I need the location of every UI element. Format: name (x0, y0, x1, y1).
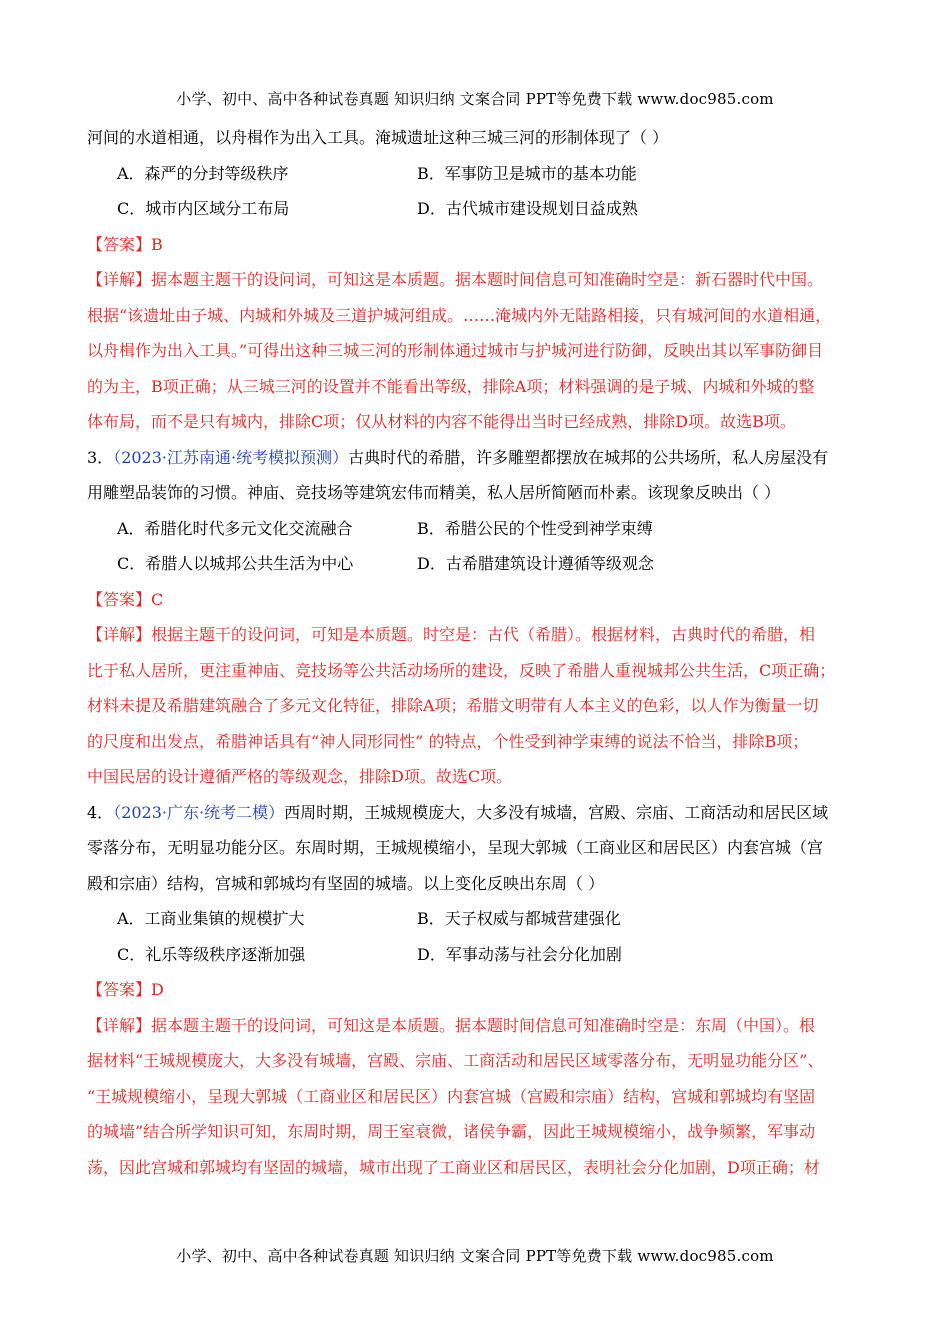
q2-detail-line-4: 的为主，B项正确；从三城三河的设置并不能看出等级，排除A项；材料强调的是子城、内城和外城的整 (87, 376, 815, 396)
q4-stem-line-2: 零落分布，无明显功能分区。东周时期，王城规模缩小，呈现大郭城（工商业区和居民区）内套宫城（宫 (87, 838, 824, 857)
q2-option-a: A．森严的分封等级秩序 (117, 163, 289, 183)
q4-stem-line-3: 殿和宗庙）结构，宫城和郭城均有坚固的城墙。以上变化反映出东周（ ） (87, 873, 605, 893)
q4-option-b: B．天子权威与都城营建强化 (417, 909, 621, 928)
q2-options-row-2 (87, 191, 863, 227)
q3-stem-line-2: 用雕塑品装饰的习惯。神庙、竞技场等建筑宏伟而精美，私人居所简陋而朴素。该现象反映出（ ） (87, 483, 781, 502)
page-header: 小学、初中、高中各种试卷真题 知识归纳 文案合同 PPT等免费下载 www.doc985.com (176, 90, 774, 108)
q3-detail-line-4: 的尺度和出发点，希腊神话具有“神人同形同性” 的特点，个性受到神学束缚的说法不恰当，排除B项； (87, 731, 809, 751)
q2-options-row-1 (87, 156, 863, 192)
q4-options-row-2 (87, 937, 863, 973)
q2-stem-tail: 河间的水道相通，以舟楫作为出入工具。淹城遗址这种三城三河的形制体现了（ ） (87, 128, 669, 147)
q4-detail-line-3: “王城规模缩小，呈现大郭城（工商业区和居民区）内套宫城（宫殿和宗庙）结构，宫城和郭城均有坚固 (87, 1086, 816, 1106)
q3-option-b: B．希腊公民的个性受到神学束缚 (417, 518, 653, 538)
q2-option-d: D．古代城市建设规划日益成熟 (417, 199, 638, 218)
q3-option-d: D．古希腊建筑设计遵循等级观念 (417, 554, 654, 573)
q4-stem-line-1 (87, 795, 863, 831)
q4-options-row-1 (87, 901, 863, 937)
q3-detail-line-2: 比于私人居所，更注重神庙、竞技场等公共活动场所的建设，反映了希腊人重视城邦公共生活，C项正确； (87, 660, 836, 680)
q4-option-c: C．礼乐等级秩序逐渐加强 (117, 944, 306, 964)
q4-number: 4． (87, 802, 114, 822)
q3-stem-line-1 (87, 440, 863, 476)
q3-option-c: C．希腊人以城邦公共生活为中心 (117, 554, 354, 573)
page-content (87, 120, 863, 1185)
q4-stem-text-1: 西周时期，王城规模庞大，大多没有城墙，宫殿、宗庙、工商活动和居民区域 (284, 802, 829, 822)
q4-source: （2023·广东·统考二模） (113, 802, 285, 822)
q3-detail-line-3: 材料未提及希腊建筑融合了多元文化特征，排除A项；希腊文明带有人本主义的色彩，以人作为衡量一切 (87, 696, 819, 715)
q3-answer: 【答案】C (87, 589, 164, 609)
q3-options-row-2 (87, 546, 863, 582)
q3-option-a: A．希腊化时代多元文化交流融合 (117, 518, 353, 538)
q2-detail-line-1: 【详解】据本题主题干的设问词，可知这是本质题。据本题时间信息可知准确时空是：新石器时代中国。 (87, 270, 824, 289)
q2-answer: 【答案】B (87, 234, 163, 254)
q2-option-b: B．军事防卫是城市的基本功能 (417, 163, 637, 183)
q3-stem-text-1: 古典时代的希腊，许多雕塑都摆放在城邦的公共场所，私人房屋没有 (348, 447, 829, 467)
q3-source: （2023·江苏南通·统考模拟预测） (113, 447, 349, 467)
q4-detail-line-5: 荡，因此宫城和郭城均有坚固的城墙，城市出现了工商业区和居民区，表明社会分化加剧，D项正确；材 (87, 1157, 820, 1177)
q2-detail-line-5: 体布局，而不是只有城内，排除C项；仅从材料的内容不能得出当时已经成熟，排除D项。故选B项。 (87, 412, 796, 431)
q4-option-a: A．工商业集镇的规模扩大 (117, 909, 305, 928)
q3-number: 3． (87, 447, 114, 467)
q4-option-d: D．军事动荡与社会分化加剧 (417, 944, 622, 964)
q4-detail-line-4: 的城墙”结合所学知识可知，东周时期，周王室衰微，诸侯争霸，因此王城规模缩小，战争频繁，军事动 (87, 1122, 816, 1141)
q4-answer: 【答案】D (87, 980, 164, 999)
page-footer: 小学、初中、高中各种试卷真题 知识归纳 文案合同 PPT等免费下载 www.doc985.com (176, 1247, 774, 1265)
q2-option-c: C．城市内区域分工布局 (117, 199, 290, 218)
q3-detail-line-5: 中国民居的设计遵循严格的等级观念，排除D项。故选C项。 (87, 767, 513, 786)
q4-detail-line-1: 【详解】据本题主题干的设问词，可知这是本质题。据本题时间信息可知准确时空是：东周（中国）。根 (87, 1015, 816, 1035)
q4-detail-line-2: 据材料“王城规模庞大，大多没有城墙，宫殿、宗庙、工商活动和居民区域零落分布，无明显功能分区”、 (87, 1051, 824, 1070)
q3-detail-line-1: 【详解】根据主题干的设问词，可知是本质题。时空是：古代（希腊）。根据材料，古典时代的希腊，相 (87, 625, 816, 644)
q3-options-row-1 (87, 511, 863, 547)
q2-detail-line-2: 根据“该遗址由子城、内城和外城及三道护城河组成。……淹城内外无陆路相接，只有城河间的水道相通， (87, 305, 832, 325)
q2-detail-line-3: 以舟楫作为出入工具。”可得出这种三城三河的形制体通过城市与护城河进行防御，反映出其以军事防御目 (87, 341, 824, 360)
